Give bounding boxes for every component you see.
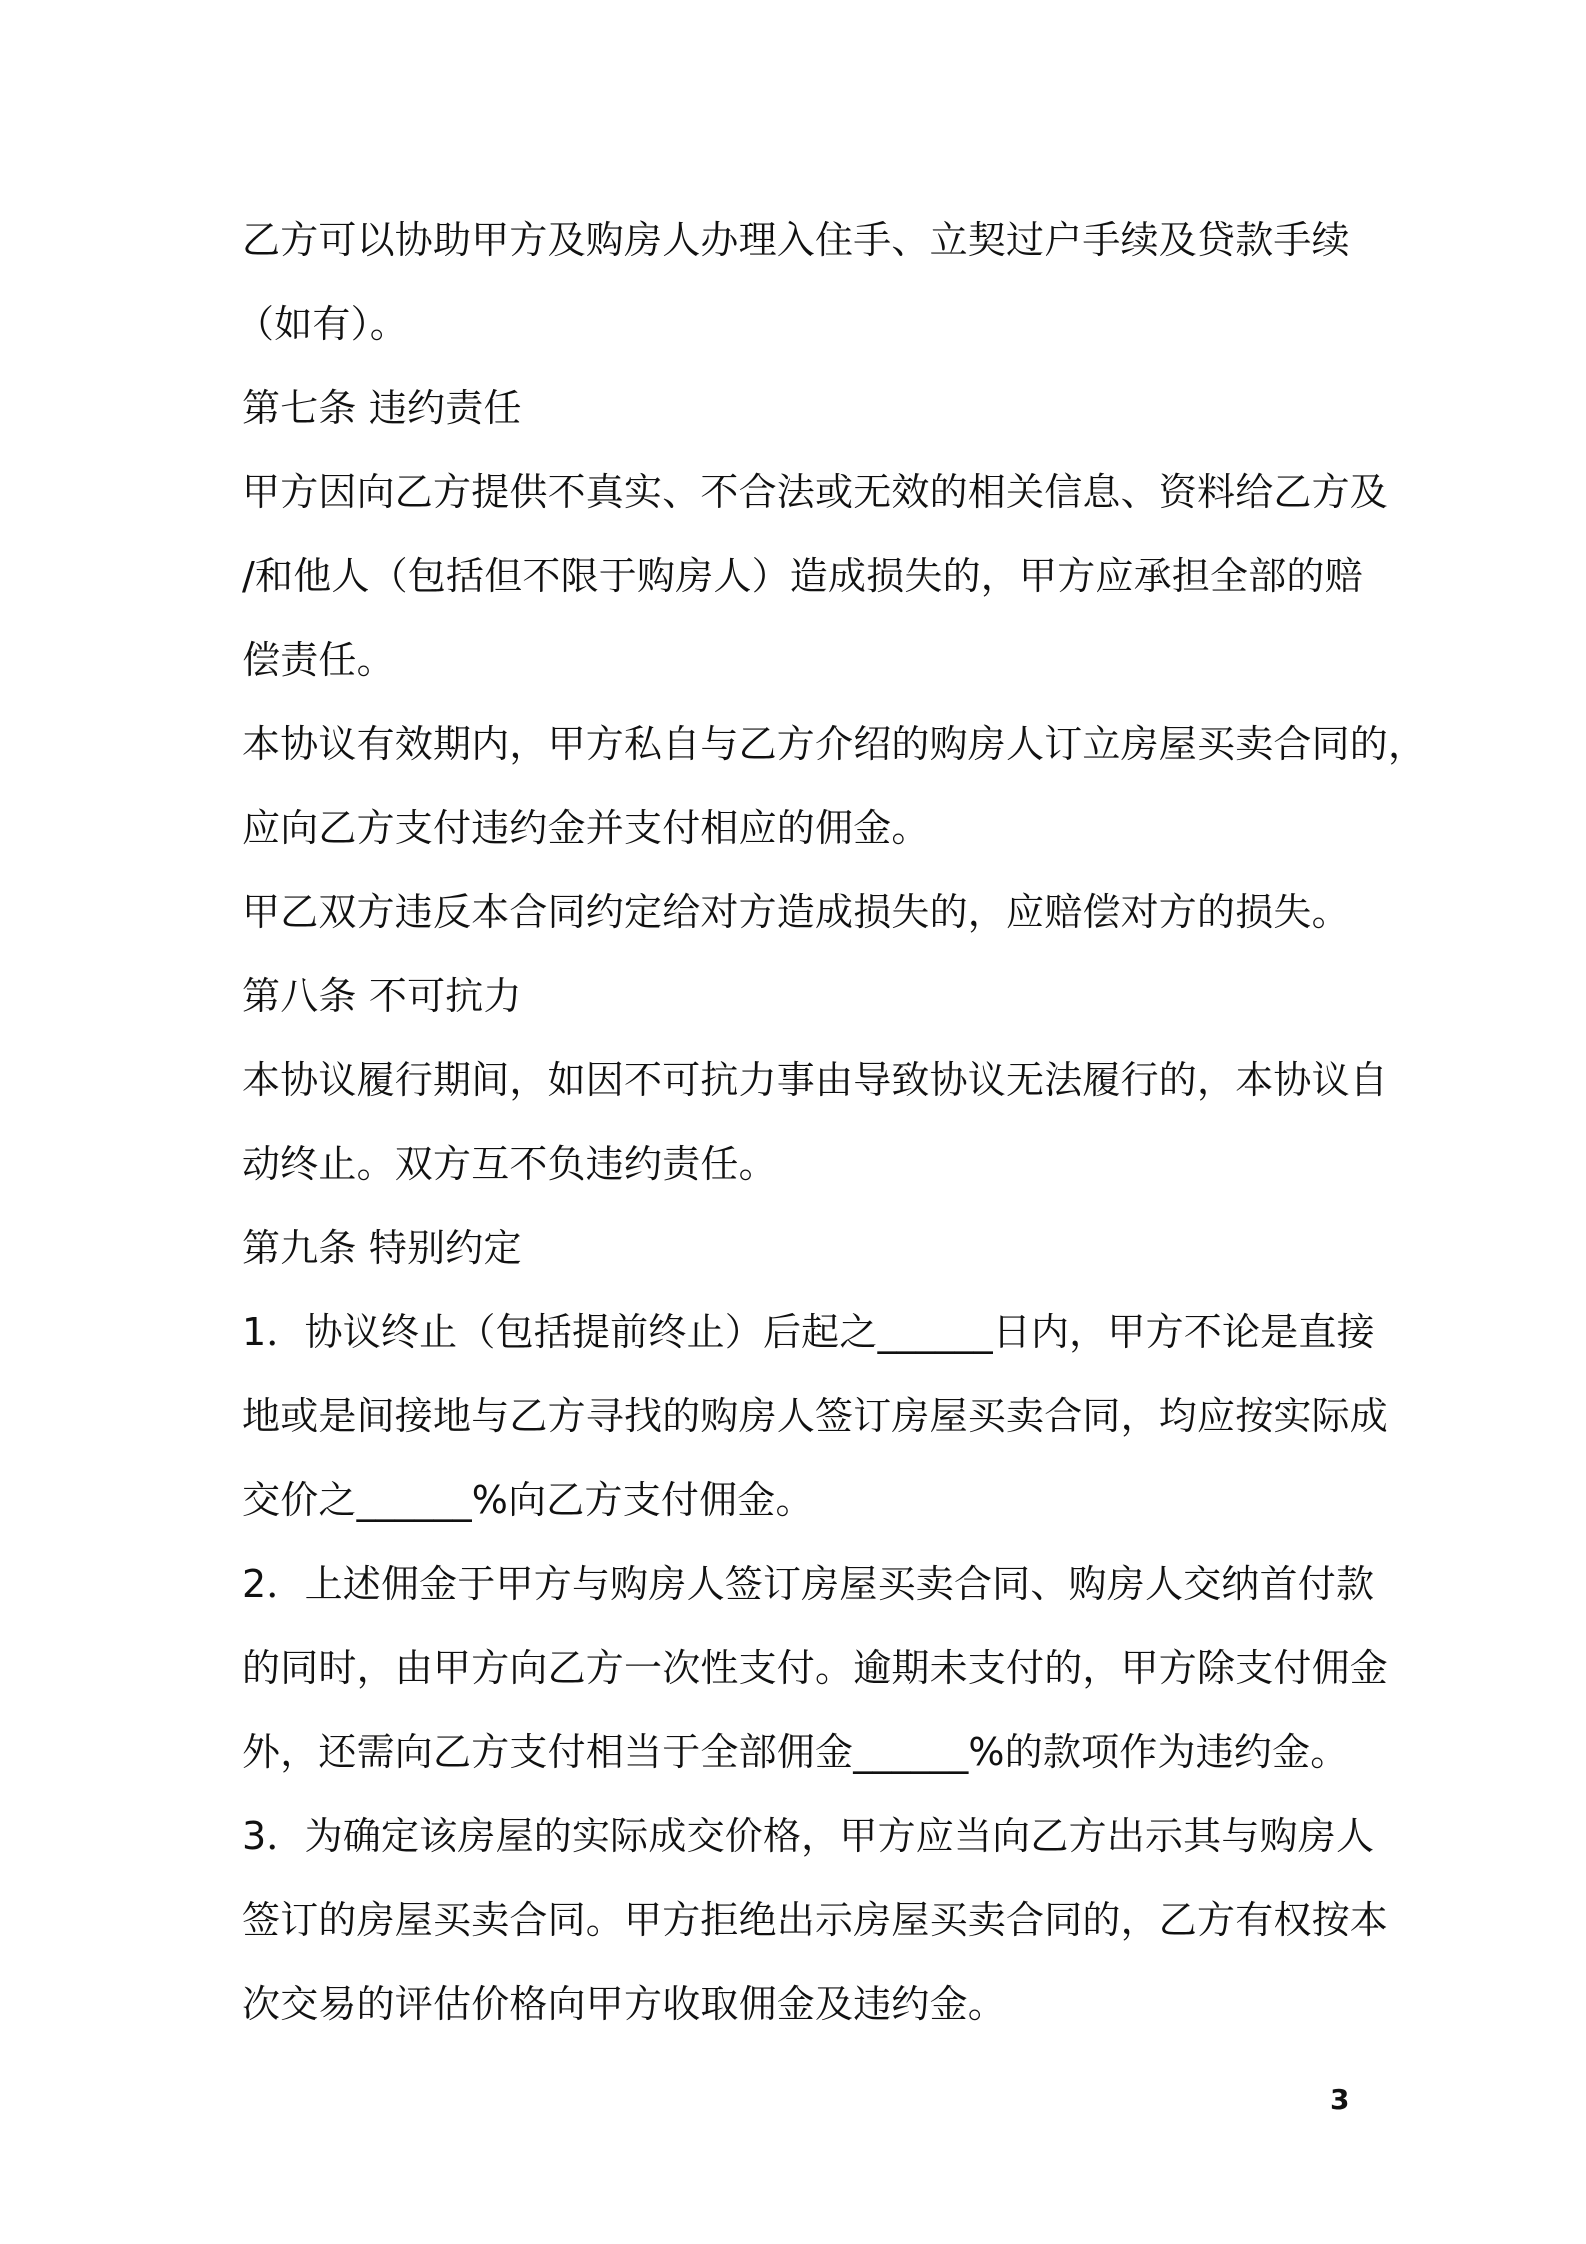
section-heading: 第九条 特别约定 bbox=[242, 1226, 522, 1270]
section-heading: 第七条 违约责任 bbox=[242, 386, 522, 430]
document-body bbox=[236, 198, 1427, 2046]
paragraph-line: 动终止。双方互不负违约责任。 bbox=[242, 1142, 777, 1186]
paragraph-line: （如有）。 bbox=[236, 302, 409, 346]
paragraph-line: 1．协议终止（包括提前终止）后起之______日内，甲方不论是直接 bbox=[242, 1310, 1375, 1354]
page-number: 3 bbox=[1330, 2083, 1350, 2116]
paragraph-line: 甲方因向乙方提供不真实、不合法或无效的相关信息、资料给乙方及 bbox=[242, 470, 1389, 514]
paragraph-line: 地或是间接地与乙方寻找的购房人签订房屋买卖合同，均应按实际成 bbox=[242, 1394, 1389, 1438]
paragraph-line: 本协议履行期间，如因不可抗力事由导致协议无法履行的，本协议自 bbox=[242, 1058, 1389, 1102]
paragraph-line: 乙方可以协助甲方及购房人办理入住手、立契过户手续及贷款手续 bbox=[242, 218, 1350, 262]
paragraph-line: 交价之______%向乙方支付佣金。 bbox=[242, 1478, 814, 1522]
paragraph-line: 本协议有效期内，甲方私自与乙方介绍的购房人订立房屋买卖合同的， bbox=[242, 722, 1427, 766]
section-heading: 第八条 不可抗力 bbox=[242, 974, 522, 1018]
paragraph-line: 偿责任。 bbox=[242, 638, 395, 682]
paragraph-line: 3．为确定该房屋的实际成交价格，甲方应当向乙方出示其与购房人 bbox=[242, 1814, 1375, 1858]
paragraph-line: /和他人（包括但不限于购房人）造成损失的，甲方应承担全部的赔 bbox=[242, 554, 1363, 598]
paragraph-line: 2．上述佣金于甲方与购房人签订房屋买卖合同、购房人交纳首付款 bbox=[242, 1562, 1375, 1606]
paragraph-line: 甲乙双方违反本合同约定给对方造成损失的，应赔偿对方的损失。 bbox=[242, 890, 1350, 934]
paragraph-line: 签订的房屋买卖合同。甲方拒绝出示房屋买卖合同的，乙方有权按本 bbox=[242, 1898, 1389, 1942]
paragraph-line: 外，还需向乙方支付相当于全部佣金______%的款项作为违约金。 bbox=[242, 1730, 1349, 1774]
paragraph-line: 应向乙方支付违约金并支付相应的佣金。 bbox=[242, 806, 930, 850]
paragraph-line: 次交易的评估价格向甲方收取佣金及违约金。 bbox=[242, 1982, 1007, 2026]
paragraph-line: 的同时，由甲方向乙方一次性支付。逾期未支付的，甲方除支付佣金 bbox=[242, 1646, 1389, 1690]
